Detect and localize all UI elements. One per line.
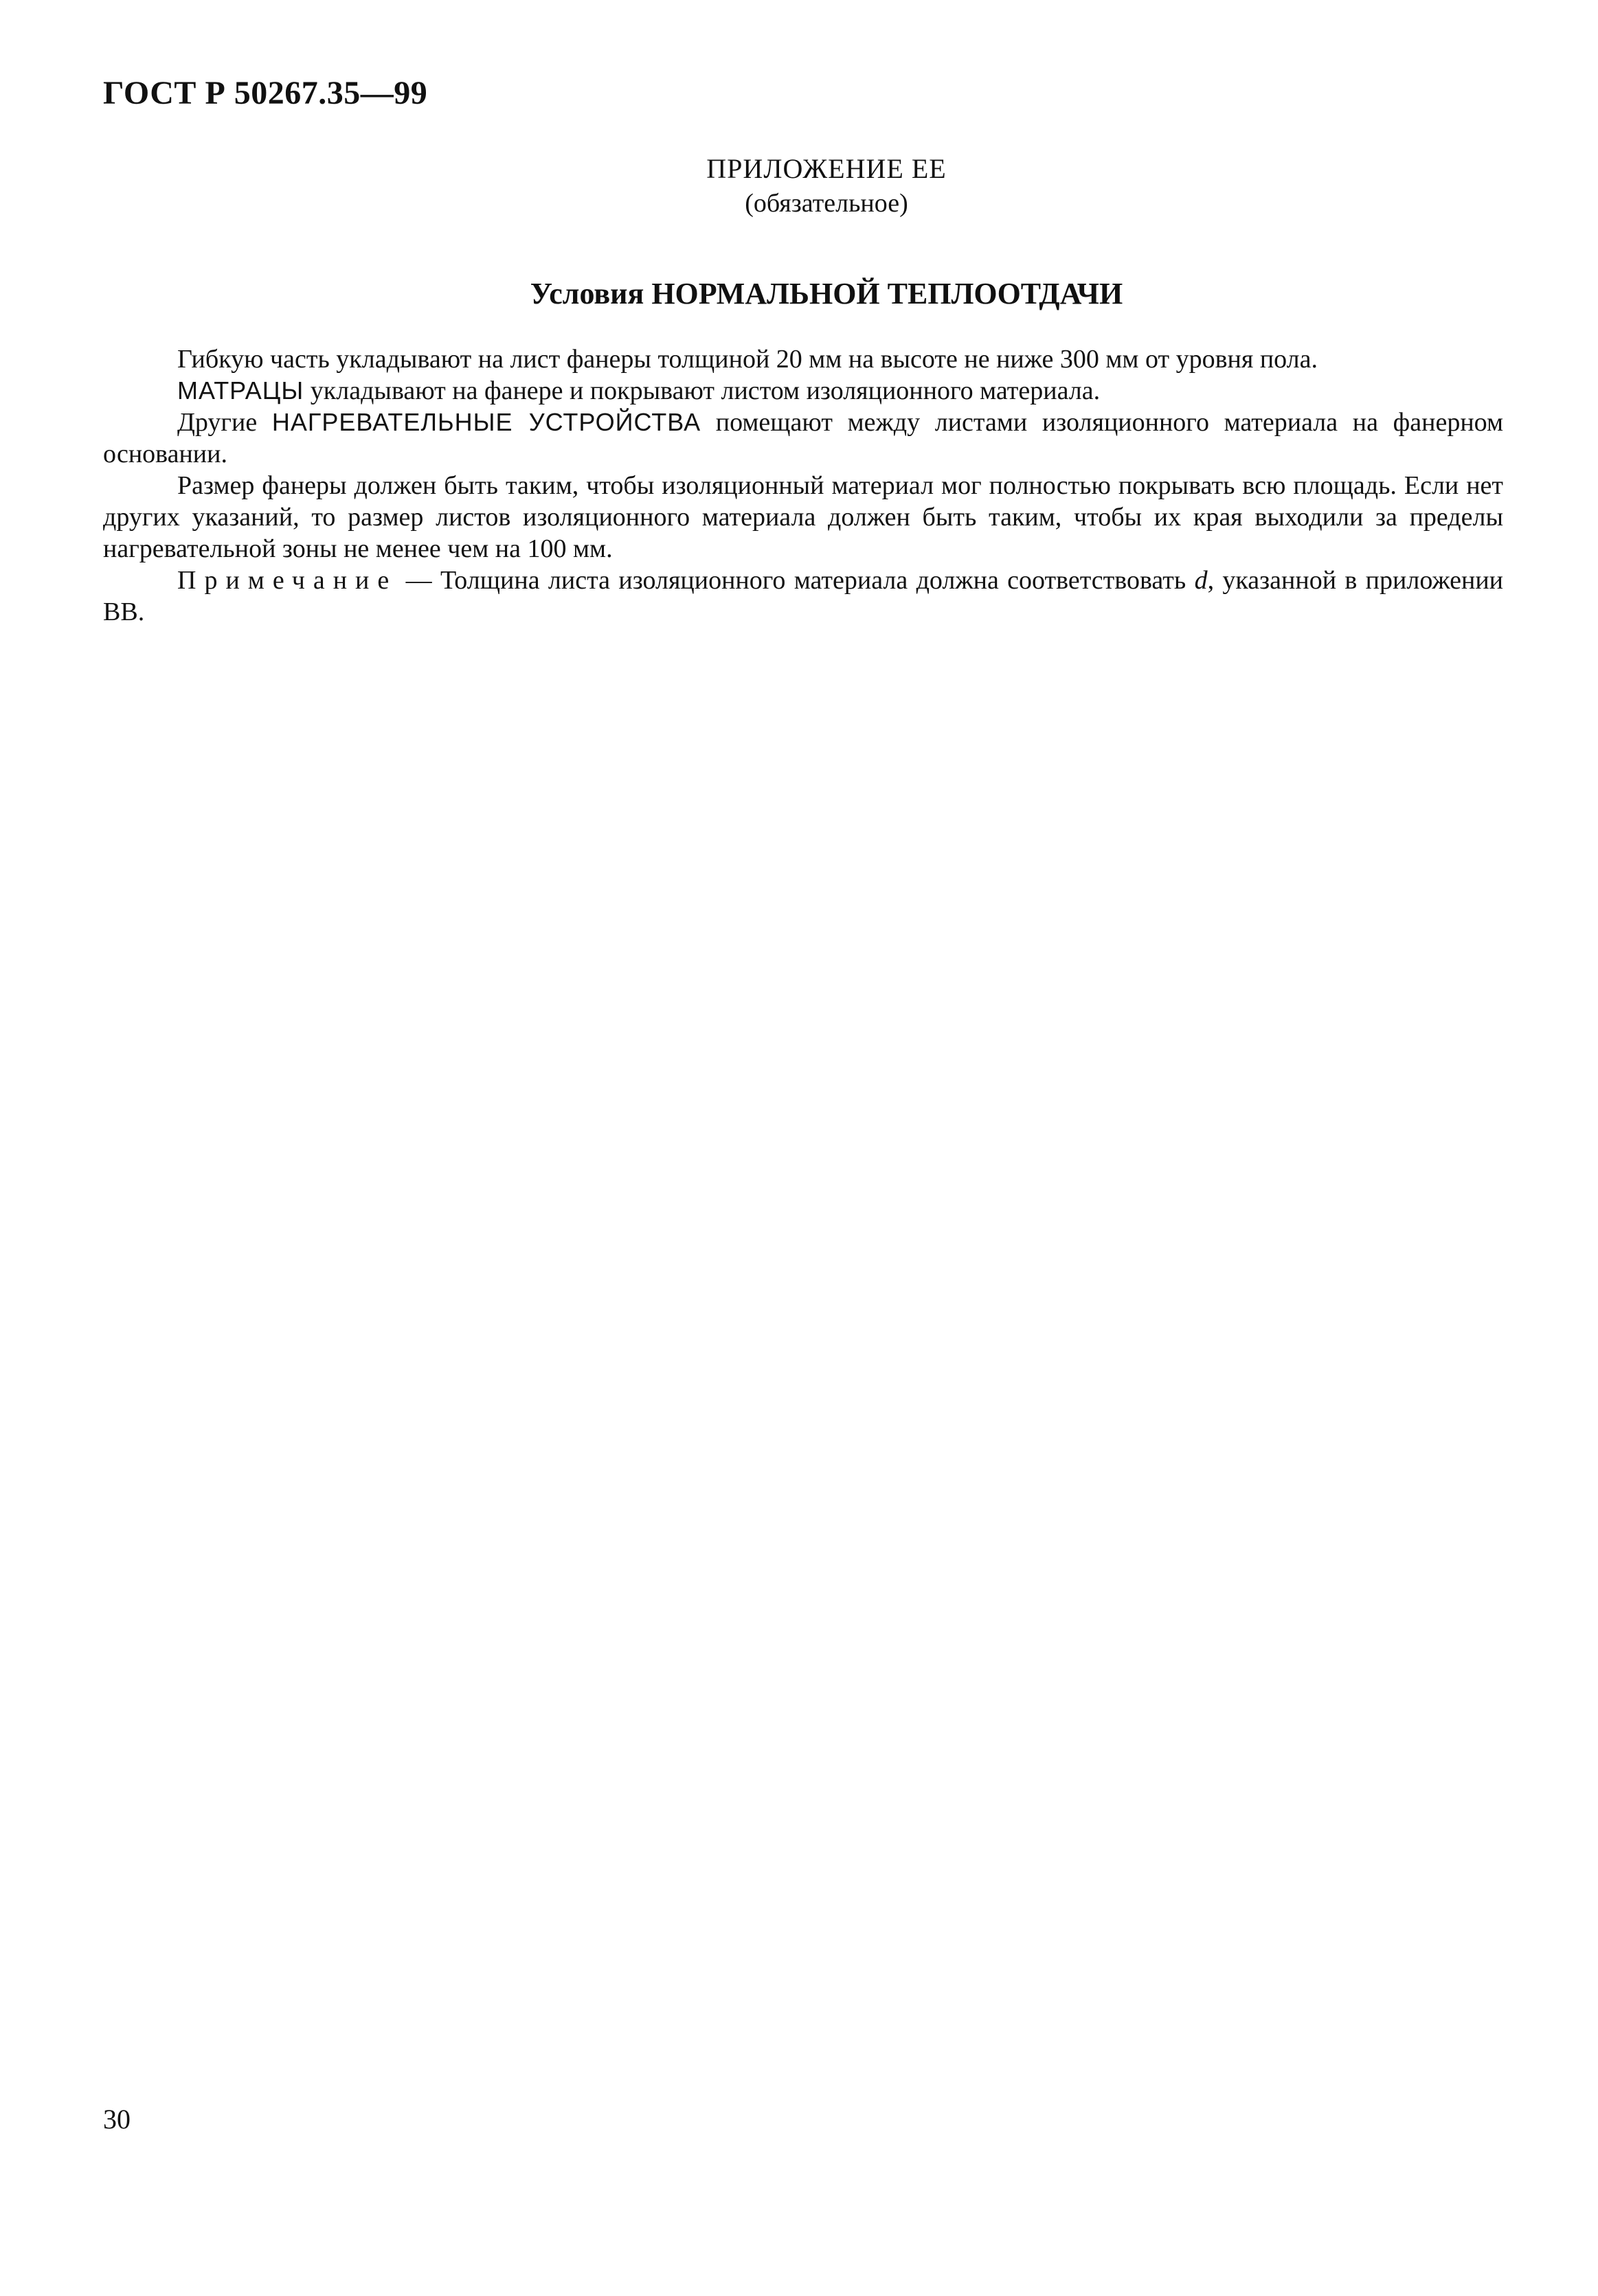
document-code: ГОСТ Р 50267.35—99 (103, 75, 428, 111)
paragraph-heating-devices (103, 407, 1503, 470)
page-number: 30 (103, 2104, 131, 2135)
term-mattresses: МАТРАЦЫ (177, 376, 304, 405)
term-heating-devices: НАГРЕВАТЕЛЬНЫЕ УСТРОЙСТВА (271, 408, 701, 436)
note-text-after: , указанной в приложении ВВ. (103, 566, 1503, 626)
note-variable: d (1194, 566, 1208, 595)
note-label: Примечание (177, 566, 398, 595)
note-paragraph (103, 565, 1503, 628)
paragraph-heating-start: Другие (177, 408, 272, 437)
paragraph-mattresses (103, 375, 1503, 407)
note-dash: — (397, 566, 440, 595)
paragraph-plywood-size: Размер фанеры должен быть таким, чтобы изоляционный материал мог полностью покрывать всю площадь. Если нет других указаний, то размер листов изоляционного материала должен быть таким, чтобы их края выходили за пределы нагревательной зоны не менее чем на 100 мм. (103, 471, 1503, 563)
section-title (0, 276, 1598, 311)
note-text-before: Толщина листа изоляционного материала должна соответствовать (440, 566, 1195, 595)
paragraph-heating-text: помещают между листами изоляционного материала на фанерном основании. (103, 408, 1503, 468)
section-title-caps: НОРМАЛЬНОЙ ТЕПЛООТДАЧИ (651, 277, 1123, 310)
body-text (103, 343, 1503, 628)
paragraph-plywood: Гибкую часть укладывают на лист фанеры толщиной 20 мм на высоте не ниже 300 мм от уровня пола. (177, 345, 1318, 374)
paragraph-mattresses-text: укладывают на фанере и покрывают листом изоляционного материала. (304, 376, 1101, 405)
appendix-status: (обязательное) (745, 189, 908, 218)
appendix-title: ПРИЛОЖЕНИЕ ЕЕ (706, 153, 947, 184)
section-title-prefix: Условия (530, 277, 652, 310)
